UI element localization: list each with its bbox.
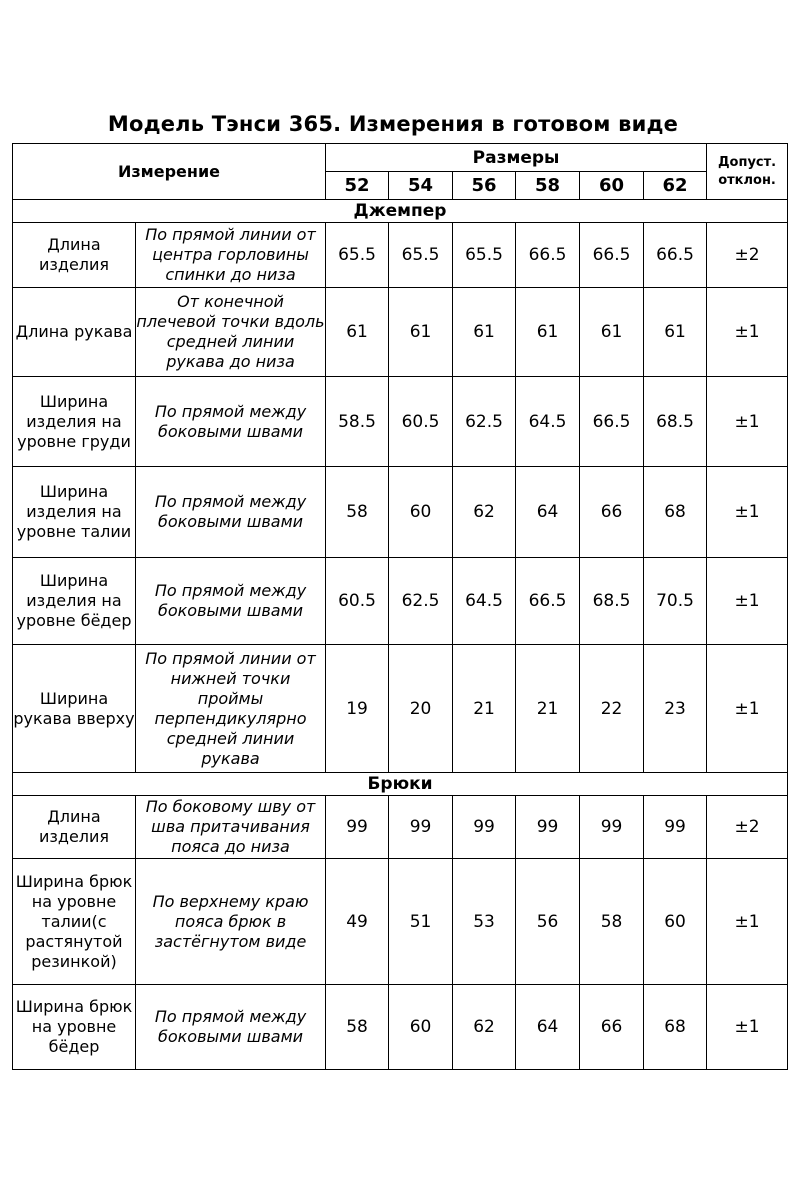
value-size-56: 21 xyxy=(453,645,516,773)
value-size-58: 21 xyxy=(516,645,580,773)
measurement-description: По прямой между боковыми швами xyxy=(136,467,326,558)
table-row xyxy=(13,859,788,985)
header-measurement-label: Измерение xyxy=(117,162,221,181)
value-size-52: 58.5 xyxy=(326,377,389,467)
section-row xyxy=(13,773,788,796)
table-row xyxy=(13,377,788,467)
value-size-58: 64 xyxy=(516,467,580,558)
tolerance-value: ±1 xyxy=(707,558,788,645)
value-size-52: 49 xyxy=(326,859,389,985)
value-size-60: 68.5 xyxy=(580,558,644,645)
value-size-54: 60.5 xyxy=(389,377,453,467)
value-size-54: 61 xyxy=(389,288,453,377)
size-header-62: 62 xyxy=(644,172,707,200)
value-size-52: 58 xyxy=(326,985,389,1070)
value-size-60: 66.5 xyxy=(580,223,644,288)
value-size-54: 99 xyxy=(389,796,453,859)
section-title: Брюки xyxy=(13,773,788,796)
value-size-62: 70.5 xyxy=(644,558,707,645)
measurement-description: По прямой линии от нижней точки проймы перпендикулярно средней линии рукава xyxy=(136,645,326,773)
tolerance-value: ±2 xyxy=(707,223,788,288)
table-row xyxy=(13,223,788,288)
value-size-56: 64.5 xyxy=(453,558,516,645)
value-size-52: 65.5 xyxy=(326,223,389,288)
table-row xyxy=(13,645,788,773)
value-size-60: 99 xyxy=(580,796,644,859)
table-row xyxy=(13,796,788,859)
measurement-description: По прямой между боковыми швами xyxy=(136,377,326,467)
tolerance-value: ±1 xyxy=(707,645,788,773)
value-size-54: 60 xyxy=(389,985,453,1070)
size-header-54: 54 xyxy=(389,172,453,200)
value-size-60: 66.5 xyxy=(580,377,644,467)
value-size-56: 99 xyxy=(453,796,516,859)
measurement-description: По прямой между боковыми швами xyxy=(136,985,326,1070)
value-size-56: 62 xyxy=(453,467,516,558)
value-size-60: 22 xyxy=(580,645,644,773)
value-size-52: 99 xyxy=(326,796,389,859)
measurement-description: По боковому шву от шва притачивания пояса до низа xyxy=(136,796,326,859)
value-size-54: 62.5 xyxy=(389,558,453,645)
table-row xyxy=(13,985,788,1070)
value-size-62: 61 xyxy=(644,288,707,377)
value-size-58: 56 xyxy=(516,859,580,985)
section-row xyxy=(13,200,788,223)
size-table xyxy=(12,143,788,1070)
measurement-description: По верхнему краю пояса брюк в застёгнутом виде xyxy=(136,859,326,985)
tolerance-value: ±2 xyxy=(707,796,788,859)
header-measurement xyxy=(13,144,326,200)
value-size-60: 66 xyxy=(580,467,644,558)
measurement-name: Ширина изделия на уровне бёдер xyxy=(13,558,136,645)
table-row xyxy=(13,467,788,558)
value-size-58: 64 xyxy=(516,985,580,1070)
value-size-56: 62 xyxy=(453,985,516,1070)
size-header-60: 60 xyxy=(580,172,644,200)
value-size-52: 61 xyxy=(326,288,389,377)
measurement-description: По прямой между боковыми швами xyxy=(136,558,326,645)
header-tolerance xyxy=(707,144,788,200)
header-sizes-label: Размеры xyxy=(472,147,560,168)
measurement-name: Ширина брюк на уровне бёдер xyxy=(13,985,136,1070)
value-size-58: 99 xyxy=(516,796,580,859)
value-size-52: 60.5 xyxy=(326,558,389,645)
value-size-58: 64.5 xyxy=(516,377,580,467)
value-size-62: 66.5 xyxy=(644,223,707,288)
value-size-60: 66 xyxy=(580,985,644,1070)
value-size-56: 62.5 xyxy=(453,377,516,467)
tolerance-value: ±1 xyxy=(707,985,788,1070)
value-size-62: 99 xyxy=(644,796,707,859)
measurement-name: Ширина изделия на уровне груди xyxy=(13,377,136,467)
value-size-58: 61 xyxy=(516,288,580,377)
table-row xyxy=(13,558,788,645)
tolerance-value: ±1 xyxy=(707,467,788,558)
measurement-description: По прямой линии от центра горловины спинки до низа xyxy=(136,223,326,288)
size-header-58: 58 xyxy=(516,172,580,200)
measurement-description: От конечной плечевой точки вдоль средней линии рукава до низа xyxy=(136,288,326,377)
section-title: Джемпер xyxy=(13,200,788,223)
measurement-name: Длина рукава xyxy=(13,288,136,377)
measurement-name: Длина изделия xyxy=(13,796,136,859)
value-size-60: 58 xyxy=(580,859,644,985)
value-size-56: 53 xyxy=(453,859,516,985)
size-header-56: 56 xyxy=(453,172,516,200)
value-size-58: 66.5 xyxy=(516,558,580,645)
size-header-52: 52 xyxy=(326,172,389,200)
value-size-62: 68 xyxy=(644,985,707,1070)
measurement-name: Длина изделия xyxy=(13,223,136,288)
value-size-56: 61 xyxy=(453,288,516,377)
value-size-62: 23 xyxy=(644,645,707,773)
measurement-name: Ширина изделия на уровне талии xyxy=(13,467,136,558)
tolerance-value: ±1 xyxy=(707,377,788,467)
value-size-52: 58 xyxy=(326,467,389,558)
header-tolerance-line1: Допуст. xyxy=(717,154,777,170)
measurement-name: Ширина брюк на уровне талии(с растянутой резинкой) xyxy=(13,859,136,985)
table-row xyxy=(13,288,788,377)
tolerance-value: ±1 xyxy=(707,288,788,377)
value-size-54: 20 xyxy=(389,645,453,773)
measurement-name: Ширина рукава вверху xyxy=(13,645,136,773)
value-size-54: 51 xyxy=(389,859,453,985)
value-size-52: 19 xyxy=(326,645,389,773)
value-size-62: 68 xyxy=(644,467,707,558)
header-tolerance-line2: отклон. xyxy=(718,172,776,188)
value-size-60: 61 xyxy=(580,288,644,377)
value-size-56: 65.5 xyxy=(453,223,516,288)
header-sizes xyxy=(326,144,707,172)
tolerance-value: ±1 xyxy=(707,859,788,985)
page-title: Модель Тэнси 365. Измерения в готовом виде xyxy=(107,112,679,136)
value-size-54: 65.5 xyxy=(389,223,453,288)
value-size-54: 60 xyxy=(389,467,453,558)
value-size-62: 68.5 xyxy=(644,377,707,467)
value-size-62: 60 xyxy=(644,859,707,985)
value-size-58: 66.5 xyxy=(516,223,580,288)
